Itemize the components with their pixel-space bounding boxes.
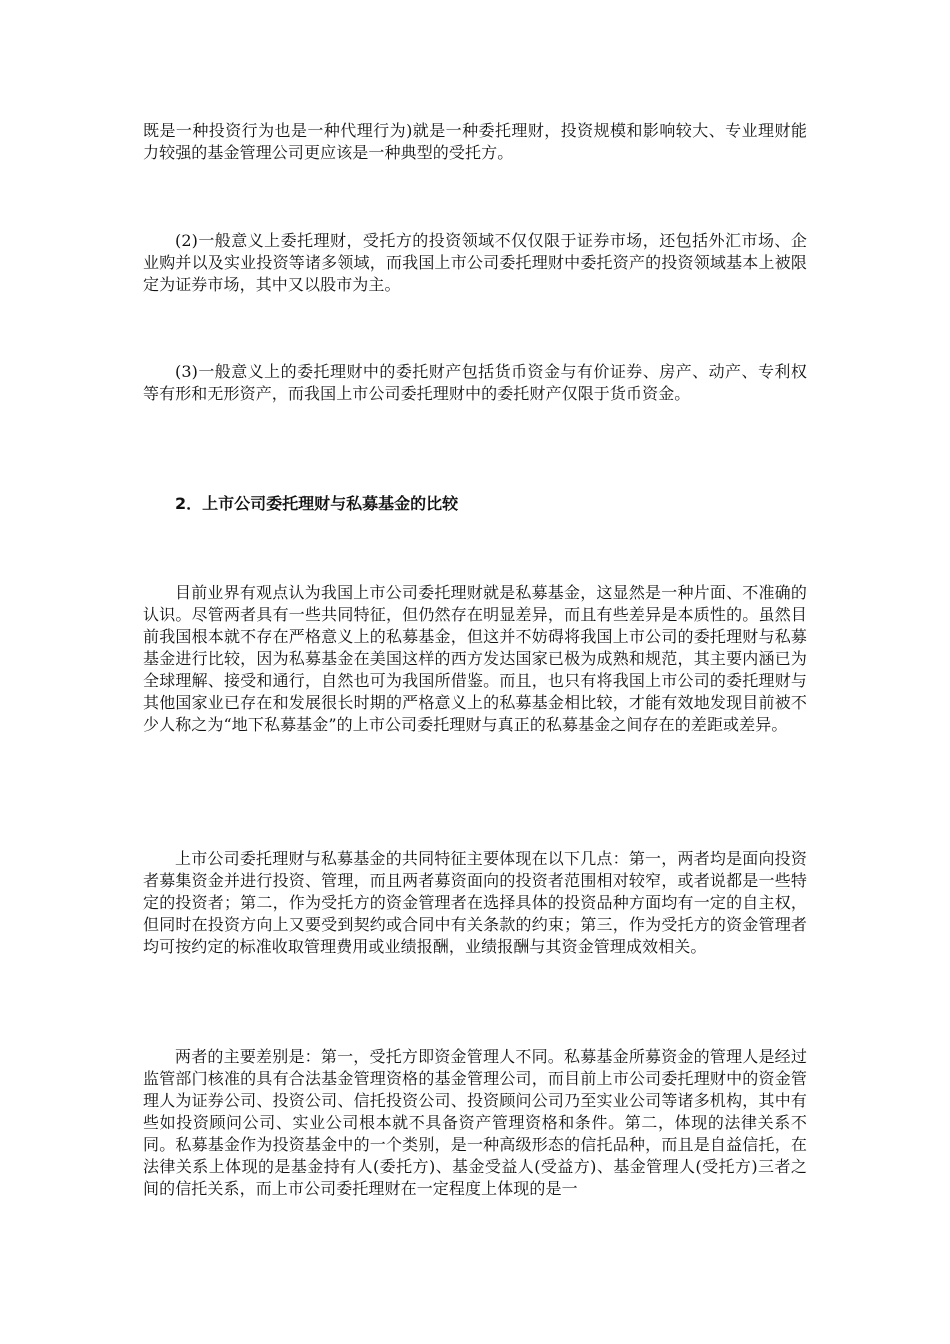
- paragraph-point-3: (3)一般意义上的委托理财中的委托财产包括货币资金与有价证券、房产、动产、专利权等有形和无形资产，而我国上市公司委托理财中的委托财产仅限于货币资金。: [143, 362, 807, 403]
- paragraph-continuation: 既是一种投资行为也是一种代理行为)就是一种委托理财，投资规模和影响较大、专业理财能力较强的基金管理公司更应该是一种典型的受托方。: [143, 121, 807, 162]
- paragraph-comparison-intro: 目前业界有观点认为我国上市公司委托理财就是私募基金，这显然是一种片面、不准确的认识。尽管两者具有一些共同特征，但仍然存在明显差异，而且有些差异是本质性的。虽然目前我国根本就不存在严格意义上的私募基金，但这并不妨碍将我国上市公司的委托理财与私募基金进行比较，因为私募基金在美国这样的西方发达国家已极为成熟和规范，其主要内涵已为全球理解、接受和通行，自然也可为我国所借鉴。而且，也只有将我国上市公司的委托理财与其他国家业已存在和发展很长时期的严格意义上的私募基金相比较，才能有效地发现目前被不少人称之为“地下私募基金”的上市公司委托理财与真正的私募基金之间存在的差距或差异。: [143, 583, 807, 734]
- paragraph-common-features: 上市公司委托理财与私募基金的共同特征主要体现在以下几点：第一，两者均是面向投资者募集资金并进行投资、管理，而且两者募资面向的投资者范围相对较窄，或者说都是一些特定的投资者；第二，作为受托方的资金管理者在选择具体的投资品种方面均有一定的自主权，但同时在投资方向上又要受到契约或合同中有关条款的约束；第三，作为受托方的资金管理者均可按约定的标准收取管理费用或业绩报酬，业绩报酬与其资金管理成效相关。: [143, 849, 807, 956]
- paragraph-differences: 两者的主要差别是：第一，受托方即资金管理人不同。私募基金所募资金的管理人是经过监管部门核准的具有合法基金管理资格的基金管理公司，而目前上市公司委托理财中的资金管理人为证券公司、投资公司、信托投资公司、投资顾问公司乃至实业公司等诸多机构，其中有些如投资顾问公司、实业公司根本就不具备资产管理资格和条件。第二，体现的法律关系不同。私募基金作为投资基金中的一个类别，是一种高级形态的信托品种，而且是自益信托，在法律关系上体现的是基金持有人(委托方)、基金受益人(受益方)、基金管理人(受托方)三者之间的信托关系，而上市公司委托理财在一定程度上体现的是一: [143, 1047, 807, 1198]
- paragraph-point-2: (2)一般意义上委托理财，受托方的投资领域不仅仅限于证券市场，还包括外汇市场、企业购并以及实业投资等诸多领域，而我国上市公司委托理财中委托资产的投资领域基本上被限定为证券市场，其中又以股市为主。: [143, 231, 807, 294]
- section-heading: 2．上市公司委托理财与私募基金的比较: [175, 494, 459, 513]
